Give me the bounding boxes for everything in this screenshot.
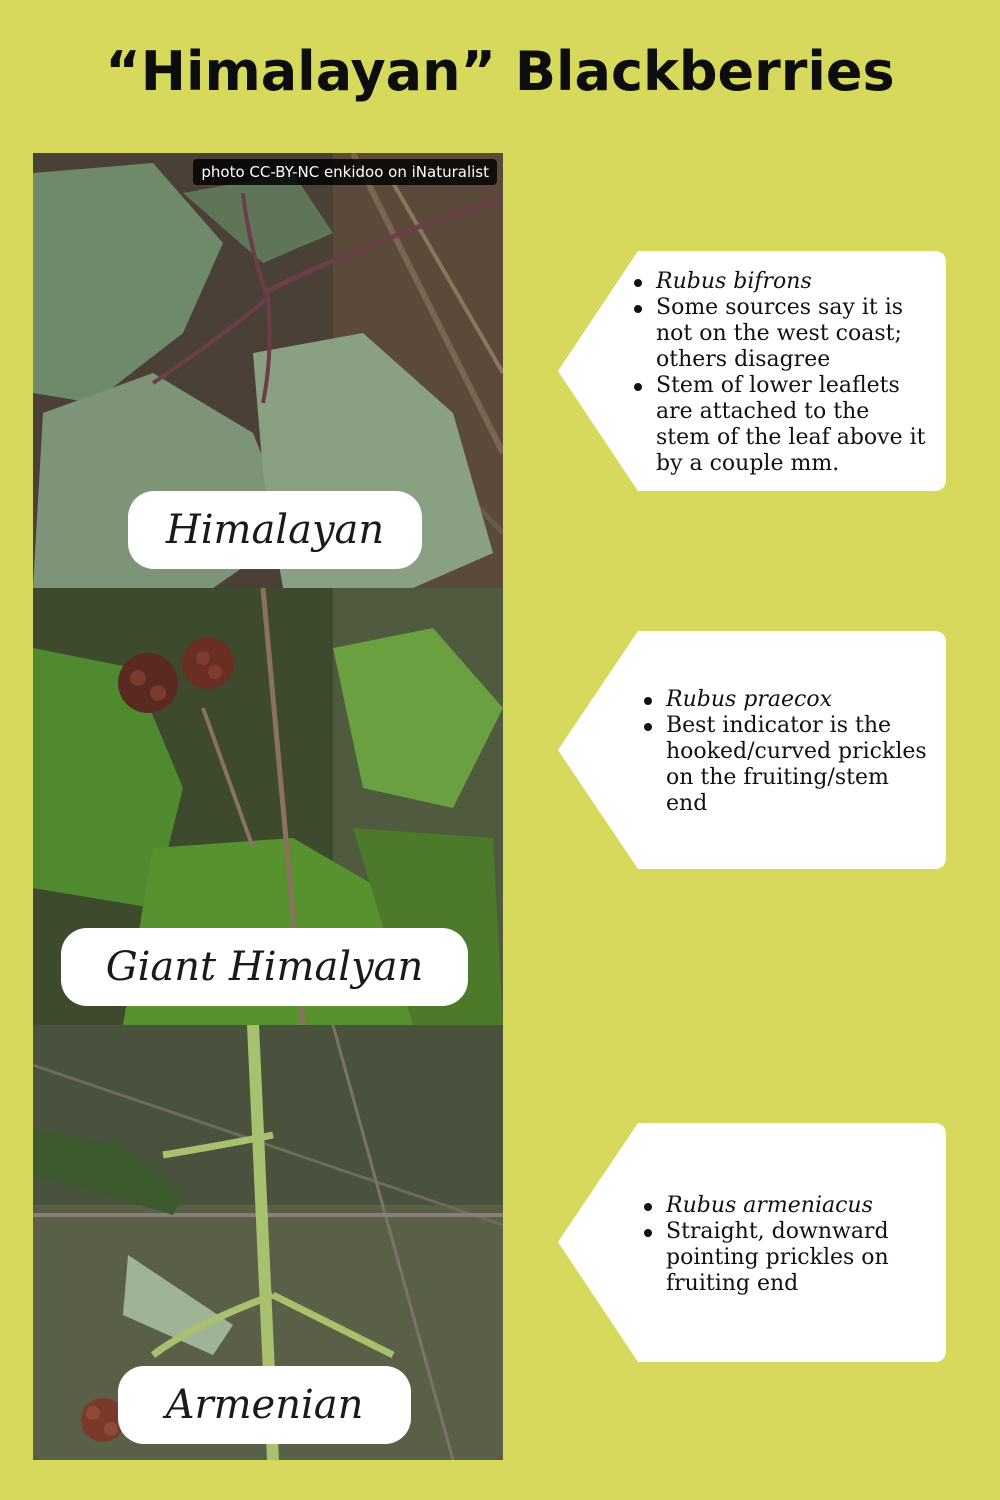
callout-armenian [558, 1123, 946, 1362]
photo-credit: photo CC-BY-NC enkidoo on iNaturalist [193, 159, 497, 185]
label-armenian: Armenian [118, 1366, 411, 1444]
scientific-name: Rubus armeniacus [640, 1193, 930, 1219]
bullet-item: Best indicator is the hooked/curved prickles on the fruiting/stem end [640, 713, 930, 817]
callout-himalayan [558, 251, 946, 491]
label-himalayan: Himalayan [128, 491, 422, 569]
bullet-item: Stem of lower leaflets are attached to the stem of the leaf above it by a couple mm. [630, 373, 930, 477]
scientific-name: Rubus bifrons [630, 269, 930, 295]
page-title: “Himalayan” Blackberries [105, 40, 895, 103]
bullet-item: Some sources say it is not on the west coast; others disagree [630, 295, 930, 373]
bullet-list [640, 687, 930, 817]
callout-giant-himalyan [558, 631, 946, 869]
label-giant-himalyan: Giant Himalyan [61, 928, 468, 1006]
bullet-list [640, 1193, 930, 1297]
bullet-item: Straight, downward pointing prickles on fruiting end [640, 1219, 930, 1297]
scientific-name: Rubus praecox [640, 687, 930, 713]
bullet-list [630, 269, 930, 477]
